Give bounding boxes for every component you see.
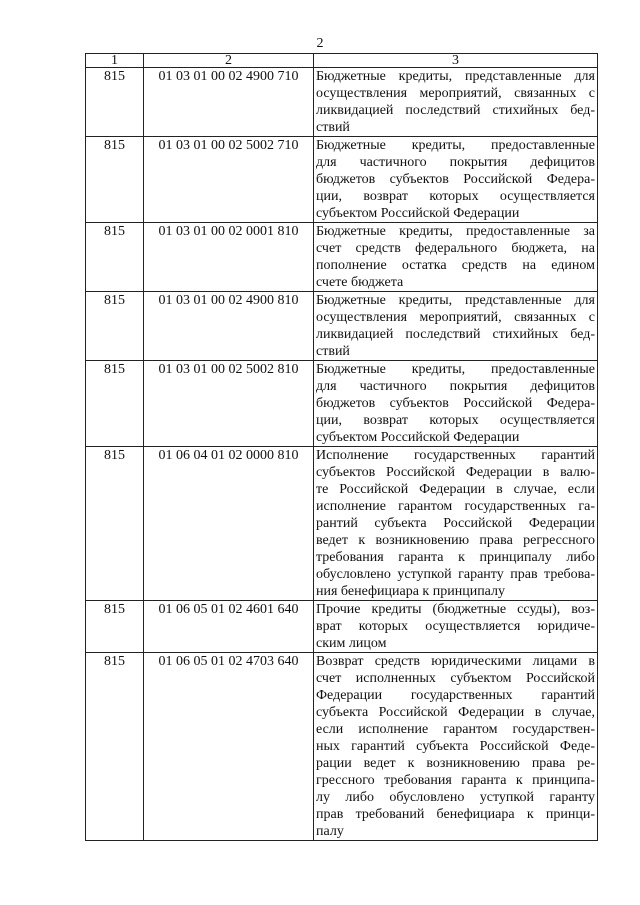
table-row: [86, 68, 598, 137]
description-line: осуществления мероприятий, связанных с: [316, 86, 595, 101]
description-line: те Российской Федерации в случае, если: [316, 482, 595, 497]
description-cell: [314, 292, 598, 361]
table-row: [86, 361, 598, 447]
admin-code-cell: 815: [86, 447, 144, 601]
description-line: ции, возврат которых осуществляется: [316, 413, 595, 428]
description-line: исполнение гарантом государственных га-: [316, 499, 595, 514]
classification-code-cell: 01 03 01 00 02 4900 810: [144, 292, 314, 361]
description-line: пополнение остатка средств на едином: [316, 258, 595, 273]
description-cell: [314, 68, 598, 137]
budget-codes-table: [85, 53, 598, 841]
description-line: Федерации государственных гарантий: [316, 688, 595, 703]
column-header-2: 2: [144, 54, 314, 68]
table-row: [86, 292, 598, 361]
description-line: врат которых осуществляется юридиче-: [316, 619, 595, 634]
description-line: ведет к возникновению права регрессного: [316, 533, 595, 548]
description-line: лу либо обусловлено уступкой гаранту: [316, 790, 595, 805]
description-line: ликвидацией последствий стихийных бед-: [316, 103, 595, 118]
description-line: субъектом Российской Федерации: [316, 430, 520, 445]
description-line: Бюджетные кредиты, предоставленные: [316, 362, 595, 377]
description-line: грессного требования гаранта к принципа-: [316, 773, 595, 788]
description-line: ния бенефициара к принципалу: [316, 584, 506, 599]
description-line: ским лицом: [316, 636, 387, 651]
description-line: счете бюджета: [316, 275, 404, 290]
description-cell: [314, 447, 598, 601]
page-number: 2: [316, 36, 324, 51]
admin-code-cell: 815: [86, 601, 144, 653]
classification-code-cell: 01 06 05 01 02 4601 640: [144, 601, 314, 653]
description-line: ствий: [316, 344, 350, 359]
description-line: ствий: [316, 120, 350, 135]
table-row: [86, 223, 598, 292]
description-cell: [314, 361, 598, 447]
column-header-3: 3: [314, 54, 598, 68]
admin-code-cell: 815: [86, 653, 144, 841]
description-line: ции, возврат которых осуществляется: [316, 189, 595, 204]
description-line: рантий субъекта Российской Федерации: [316, 516, 595, 531]
description-line: Прочие кредиты (бюджетные ссуды), воз-: [316, 602, 595, 617]
admin-code-cell: 815: [86, 292, 144, 361]
column-header-1: 1: [86, 54, 144, 68]
description-line: Исполнение государственных гарантий: [316, 448, 595, 463]
table-header-row: [86, 54, 598, 68]
description-line: требования гаранта к принципалу либо: [316, 550, 595, 565]
description-line: обусловлено уступкой гаранту прав требова-: [316, 567, 595, 582]
description-line: прав требований бенефициара к принци-: [316, 807, 595, 822]
description-line: для частичного покрытия дефицитов: [316, 379, 595, 394]
description-line: осуществления мероприятий, связанных с: [316, 310, 595, 325]
description-cell: [314, 223, 598, 292]
description-line: для частичного покрытия дефицитов: [316, 155, 595, 170]
description-cell: [314, 137, 598, 223]
classification-code-cell: 01 06 04 01 02 0000 810: [144, 447, 314, 601]
table-row: [86, 653, 598, 841]
description-line: Возврат средств юридическими лицами в: [316, 654, 595, 669]
table-body: [86, 68, 598, 841]
classification-code-cell: 01 03 01 00 02 0001 810: [144, 223, 314, 292]
description-line: субъекта Российской Федерации в случае,: [316, 705, 595, 720]
admin-code-cell: 815: [86, 68, 144, 137]
table-row: [86, 447, 598, 601]
description-cell: [314, 601, 598, 653]
description-line: счет средств федерального бюджета, на: [316, 241, 595, 256]
description-line: Бюджетные кредиты, представленные для: [316, 293, 595, 308]
admin-code-cell: 815: [86, 223, 144, 292]
description-line: если исполнение гарантом государствен-: [316, 722, 595, 737]
description-line: ных гарантий субъекта Российской Феде-: [316, 739, 595, 754]
classification-code-cell: 01 03 01 00 02 5002 810: [144, 361, 314, 447]
description-line: субъектом Российской Федерации: [316, 206, 520, 221]
description-line: бюджетов субъектов Российской Федера-: [316, 396, 595, 411]
description-line: Бюджетные кредиты, предоставленные за: [316, 224, 595, 239]
description-line: бюджетов субъектов Российской Федера-: [316, 172, 595, 187]
table-row: [86, 601, 598, 653]
description-line: субъектов Российской Федерации в валю-: [316, 465, 595, 480]
classification-code-cell: 01 03 01 00 02 5002 710: [144, 137, 314, 223]
admin-code-cell: 815: [86, 137, 144, 223]
description-line: рации ведет к возникновению права ре-: [316, 756, 595, 771]
classification-code-cell: 01 06 05 01 02 4703 640: [144, 653, 314, 841]
description-cell: [314, 653, 598, 841]
classification-code-cell: 01 03 01 00 02 4900 710: [144, 68, 314, 137]
table-row: [86, 137, 598, 223]
description-line: ликвидацией последствий стихийных бед-: [316, 327, 595, 342]
description-line: счет исполненных субъектом Российской: [316, 671, 595, 686]
description-line: Бюджетные кредиты, представленные для: [316, 69, 595, 84]
description-line: Бюджетные кредиты, предоставленные: [316, 138, 595, 153]
admin-code-cell: 815: [86, 361, 144, 447]
description-line: палу: [316, 824, 344, 839]
